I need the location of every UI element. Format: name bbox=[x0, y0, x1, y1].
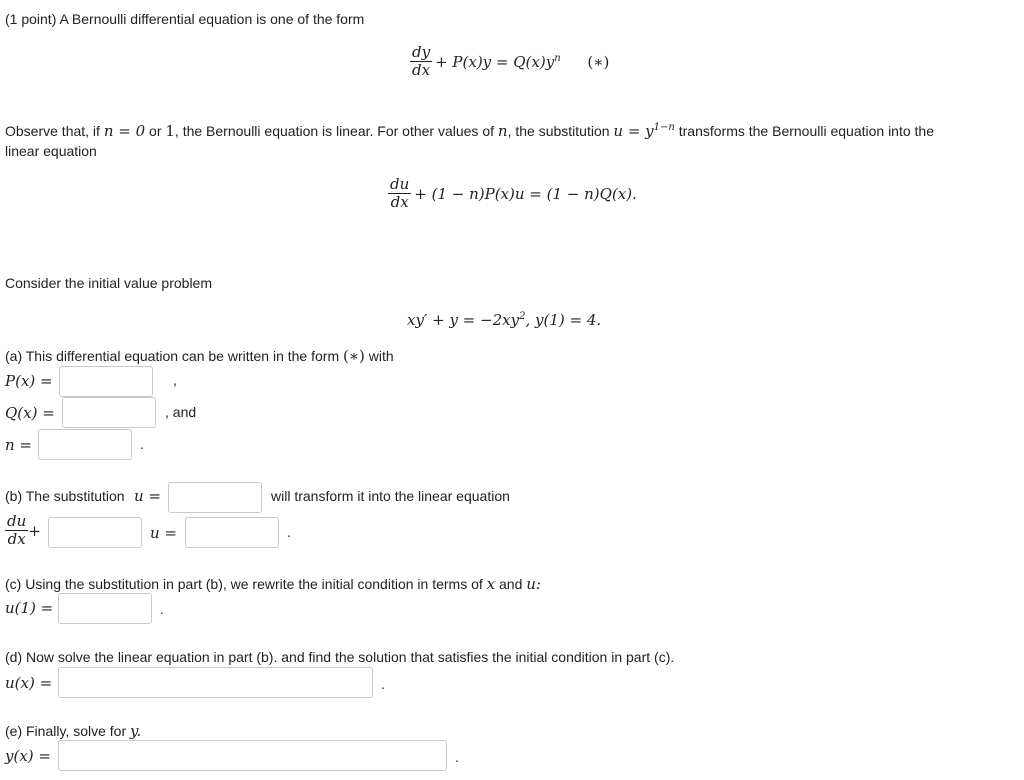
ux-input[interactable] bbox=[58, 667, 373, 698]
observe-line-1 bbox=[5, 122, 934, 140]
observe-substitution bbox=[613, 122, 674, 140]
eq-exponent: n bbox=[554, 52, 561, 64]
part-c-end: . bbox=[160, 601, 164, 617]
p-sep: , bbox=[173, 372, 177, 388]
p-label: P(x) = bbox=[5, 372, 53, 390]
part-b-equation-lhs bbox=[5, 513, 41, 548]
frac-numerator: du bbox=[390, 175, 410, 193]
intro-text: (1 point) A Bernoulli differential equation is one of the form bbox=[5, 11, 365, 27]
part-e-text bbox=[5, 722, 141, 740]
part-e-text-a: (e) Finally, solve for bbox=[5, 723, 127, 739]
part-c-and: and bbox=[499, 576, 523, 592]
part-d-text: (d) Now solve the linear equation in part (b). and find the solution that satisfies the initial condition in part (c). bbox=[5, 649, 675, 665]
bernoulli-equation bbox=[410, 44, 609, 79]
observe-text-e: , the Bernoulli equation is linear. For other values of bbox=[174, 123, 494, 139]
observe-text-g: , the substitution bbox=[507, 123, 610, 139]
part-c-text bbox=[5, 575, 541, 593]
frac-denominator: dx bbox=[412, 61, 431, 79]
observe-one: 1 bbox=[165, 122, 175, 140]
ivp-intro: Consider the initial value problem bbox=[5, 275, 212, 291]
eq-rhs bbox=[435, 53, 561, 71]
eq-tag: (∗) bbox=[587, 52, 610, 71]
du-dx-fraction-b bbox=[5, 513, 28, 548]
u-label: u = bbox=[134, 487, 161, 505]
observe-sub-base: u = y bbox=[613, 122, 654, 140]
part-a-text-b: with bbox=[368, 348, 394, 364]
yx-input[interactable] bbox=[58, 740, 447, 771]
u-var: u: bbox=[526, 575, 541, 593]
q-input[interactable] bbox=[62, 397, 156, 428]
part-c-text-a: (c) Using the substitution in part (b), we rewrite the initial condition in terms of bbox=[5, 576, 483, 592]
u-substitution-input[interactable] bbox=[168, 482, 262, 513]
ivp-eq-exp: 2 bbox=[519, 311, 526, 322]
eq-rhs-text: + P(x)y = Q(x)y bbox=[435, 52, 555, 71]
u-label-2: u = bbox=[150, 524, 177, 542]
u1-input[interactable] bbox=[58, 593, 152, 624]
part-a-text bbox=[5, 347, 394, 365]
u1-label: u(1) = bbox=[5, 599, 54, 617]
dy-dx-fraction bbox=[410, 44, 432, 79]
linear-rhs-input[interactable] bbox=[185, 517, 279, 548]
part-a-tag: (∗) bbox=[343, 347, 365, 365]
y-var: y. bbox=[130, 722, 142, 740]
frac-denominator: dx bbox=[7, 530, 26, 548]
observe-sub-exp: 1−n bbox=[653, 122, 675, 133]
q-label: Q(x) = bbox=[5, 404, 55, 422]
observe-text-i: transforms the Bernoulli equation into the bbox=[678, 123, 934, 139]
part-e-end: . bbox=[455, 749, 459, 765]
n-input[interactable] bbox=[38, 429, 132, 460]
linear-equation bbox=[388, 176, 637, 211]
frac-numerator: du bbox=[7, 512, 27, 530]
observe-line-2: linear equation bbox=[5, 143, 97, 159]
linear-coefficient-input[interactable] bbox=[48, 517, 142, 548]
ivp-equation bbox=[407, 311, 601, 329]
q-sep: , and bbox=[165, 404, 197, 420]
part-a-text-a: (a) This differential equation can be written in the form bbox=[5, 348, 340, 364]
observe-n-eq-0: n = 0 bbox=[103, 122, 146, 140]
ivp-eq-a: xy′ + y = −2xy bbox=[407, 311, 520, 329]
part-b-text-a: (b) The substitution bbox=[5, 488, 125, 504]
ux-label: u(x) = bbox=[5, 674, 53, 692]
yx-label: y(x) = bbox=[5, 747, 51, 765]
frac-denominator: dx bbox=[390, 193, 409, 211]
ivp-eq-b: , y(1) = 4. bbox=[525, 311, 602, 329]
part-d-end: . bbox=[381, 676, 385, 692]
linear-eq-rhs: + (1 − n)P(x)u = (1 − n)Q(x). bbox=[414, 184, 637, 203]
part-b-end: . bbox=[287, 524, 291, 540]
observe-text-a: Observe that, if bbox=[5, 123, 100, 139]
part-b-text-b: will transform it into the linear equation bbox=[271, 488, 510, 504]
frac-numerator: dy bbox=[412, 43, 431, 61]
observe-or: or bbox=[149, 123, 162, 139]
du-dx-fraction bbox=[388, 176, 411, 211]
n-sep: . bbox=[140, 436, 144, 452]
observe-n: n bbox=[497, 122, 508, 140]
n-label: n = bbox=[5, 436, 32, 454]
x-var: x bbox=[486, 575, 496, 593]
plus-sign: + bbox=[28, 521, 41, 540]
p-input[interactable] bbox=[59, 366, 153, 397]
